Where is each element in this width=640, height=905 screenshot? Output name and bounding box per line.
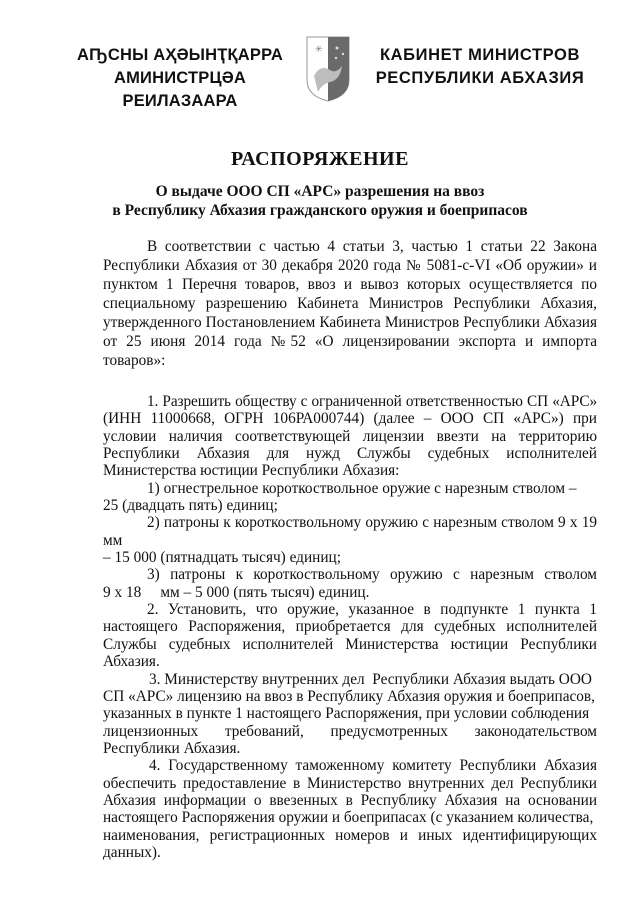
resolution-body: [103, 393, 597, 861]
text-line: 3. Министерству внутренних дел Республики Абхазия выдать ООО: [149, 670, 592, 688]
subtitle-line: в Республику Абхазия гражданского оружия и боеприпасов: [112, 202, 528, 219]
text-line: от 25 июня 2014 года №52 «О лицензировании экспорта и импорта: [103, 333, 597, 350]
header-abkhaz-line2: АМИНИСТРЦӘА РЕИЛАЗААРА: [113, 69, 247, 110]
text-line: 25 (двадцать пять) единиц;: [103, 497, 278, 515]
text-line: Республики Абхазия для нужд Службы судебных исполнителей: [103, 445, 597, 463]
text-line: (ИНН 11000668, ОГРН 106РА000744) (далее – ООО СП «АРС») при: [103, 410, 597, 428]
text-line: Республики Абхазия.: [103, 739, 241, 757]
text-line: настоящего Распоряжения оружии и боеприпасах (с указанием количества,: [103, 809, 594, 827]
text-line: СП «АРС» лицензию на ввоз в Республику Абхазия оружия и боеприпасов,: [103, 687, 595, 705]
text-line: Абхазия.: [103, 653, 160, 671]
text-line: – 15 000 (пятнадцать тысяч) единиц;: [103, 549, 341, 567]
document-subtitle: [0, 182, 640, 220]
header-abkhaz-line1: АҦСНЫ АҲӘЫНҬҚАРРА: [77, 46, 283, 64]
preamble-paragraph: [103, 237, 597, 370]
header-russian: [365, 44, 595, 90]
text-line: настоящего Распоряжения, приобретается для судебных исполнителей: [103, 618, 597, 636]
text-line: Службы судебных исполнителей Министерства юстиции Республики: [103, 635, 597, 653]
text-line: 1) огнестрельное короткоствольное оружие с нарезным стволом –: [147, 479, 577, 497]
text-line: утвержденного Постановлением Кабинета Министров Республики Абхазия: [103, 314, 597, 331]
document-title: РАСПОРЯЖЕНИЕ: [231, 148, 409, 170]
text-line: 1. Разрешить обществу с ограниченной ответственностью СП «АРС»: [147, 393, 597, 410]
text-line: 4. Государственному таможенному комитету Республики Абхазия: [149, 757, 597, 775]
text-line: 3) патроны к короткоствольному оружию с нарезным стволом: [147, 566, 597, 584]
text-line: Республики Абхазия от 30 декабря 2020 года № 5081-с-VI «Об оружии» и: [103, 257, 597, 274]
text-line: обеспечить предоставление в Министерство внутренних дел Республики: [103, 774, 597, 792]
text-line: данных).: [103, 843, 161, 861]
text-line: пунктом 1 Перечня товаров, ввоз и вывоз которых осуществляется по: [103, 276, 597, 293]
text-line: лицензионных требований, предусмотренных законодательством: [103, 722, 597, 740]
text-line: указанных в пункте 1 настоящего Распоряжения, при условии соблюдения: [103, 705, 590, 723]
text-line: мм: [103, 531, 123, 549]
text-line: специальному разрешению Кабинета Министров Республики Абхазия,: [103, 295, 597, 312]
svg-text:✳: ✳: [315, 44, 323, 54]
header-abkhaz: [60, 44, 300, 113]
coat-of-arms-emblem: [306, 36, 350, 102]
text-line: условии наличия соответствующей лицензии ввезти на территорию: [103, 427, 597, 445]
subtitle-line: О выдаче ООО СП «АРС» разрешения на ввоз: [155, 183, 485, 200]
text-line: В соответствии с частью 4 статьи 3, частью 1 статьи 22 Закона: [147, 238, 597, 255]
header-russian-line2: РЕСПУБЛИКИ АБХАЗИЯ: [375, 69, 585, 87]
text-line: 2) патроны к короткоствольному оружию с нарезным стволом 9 х 19: [147, 514, 597, 532]
text-line: 2. Установить, что оружие, указанное в подпункте 1 пункта 1: [147, 601, 597, 619]
text-line: Министерства юстиции Республики Абхазия:: [103, 462, 400, 480]
text-line: наименования, регистрационных номеров и иных идентифицирующих: [103, 826, 597, 844]
text-line: товаров»:: [103, 352, 166, 369]
text-line: 9 х 18 мм – 5 000 (пять тысяч) единиц.: [103, 583, 370, 601]
text-line: Абхазия информации о ввезенных в Республику Абхазия на основании: [103, 791, 597, 809]
header-russian-line1: КАБИНЕТ МИНИСТРОВ: [380, 46, 580, 64]
